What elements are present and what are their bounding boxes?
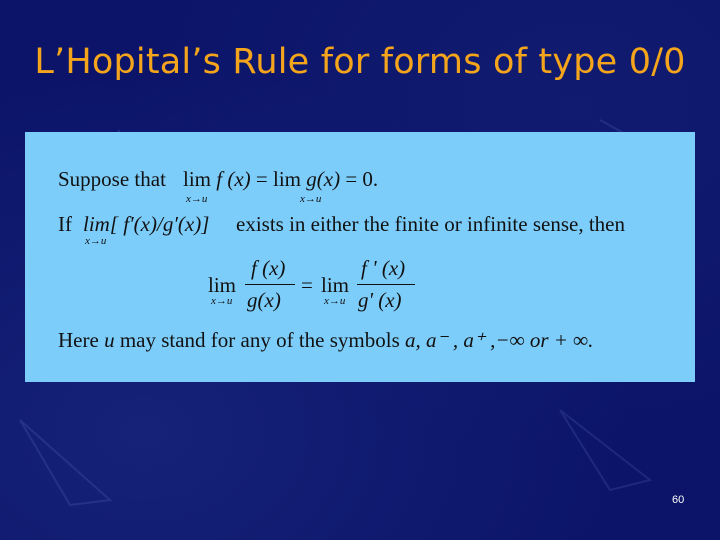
equals-zero: = 0.: [345, 167, 379, 191]
frac-lim-1: lim: [208, 273, 237, 297]
g-of-x: g(x): [306, 167, 341, 191]
line4-var: u: [104, 328, 115, 352]
line2-subscript: x→u: [85, 235, 107, 247]
f-of-x: f (x): [216, 167, 251, 191]
frac-subscript-2: x→u: [324, 295, 346, 307]
line4-mid: may stand for any of the symbols: [119, 328, 400, 352]
denominator-g: g(x): [247, 288, 281, 312]
frac-equals: =: [301, 273, 313, 297]
line1-lead: Suppose that: [58, 167, 166, 191]
lim-1: lim: [183, 167, 212, 191]
line2-lead: If: [58, 212, 72, 236]
frac-lim-2: lim: [321, 273, 350, 297]
line4-symbols: a, a⁻ , a⁺ ,−∞ or + ∞.: [405, 328, 594, 352]
fraction-bar-2: [357, 284, 415, 285]
numerator-fprime: f ' (x): [361, 256, 406, 280]
fraction-bar-1: [245, 284, 295, 285]
line1-math: [183, 167, 378, 192]
slide-title: L’Hopital’s Rule for forms of type 0/0: [34, 42, 686, 82]
line2-math: lim[ f′(x)/g′(x)]: [83, 212, 210, 236]
frac-subscript-1: x→u: [211, 295, 233, 307]
line1-subscript-1: x→u: [186, 193, 208, 205]
denominator-gprime: g' (x): [358, 288, 402, 312]
line1-subscript-2: x→u: [300, 193, 322, 205]
theorem-panel: [25, 132, 695, 382]
lim-2: lim: [273, 167, 302, 191]
page-number: 60: [672, 494, 685, 506]
numerator-f: f (x): [251, 256, 286, 280]
line4-lead: Here: [58, 328, 99, 352]
equals-1: =: [255, 167, 268, 191]
line4-text: [58, 328, 593, 353]
line2-tail: exists in either the finite or infinite sense, then: [236, 212, 625, 236]
